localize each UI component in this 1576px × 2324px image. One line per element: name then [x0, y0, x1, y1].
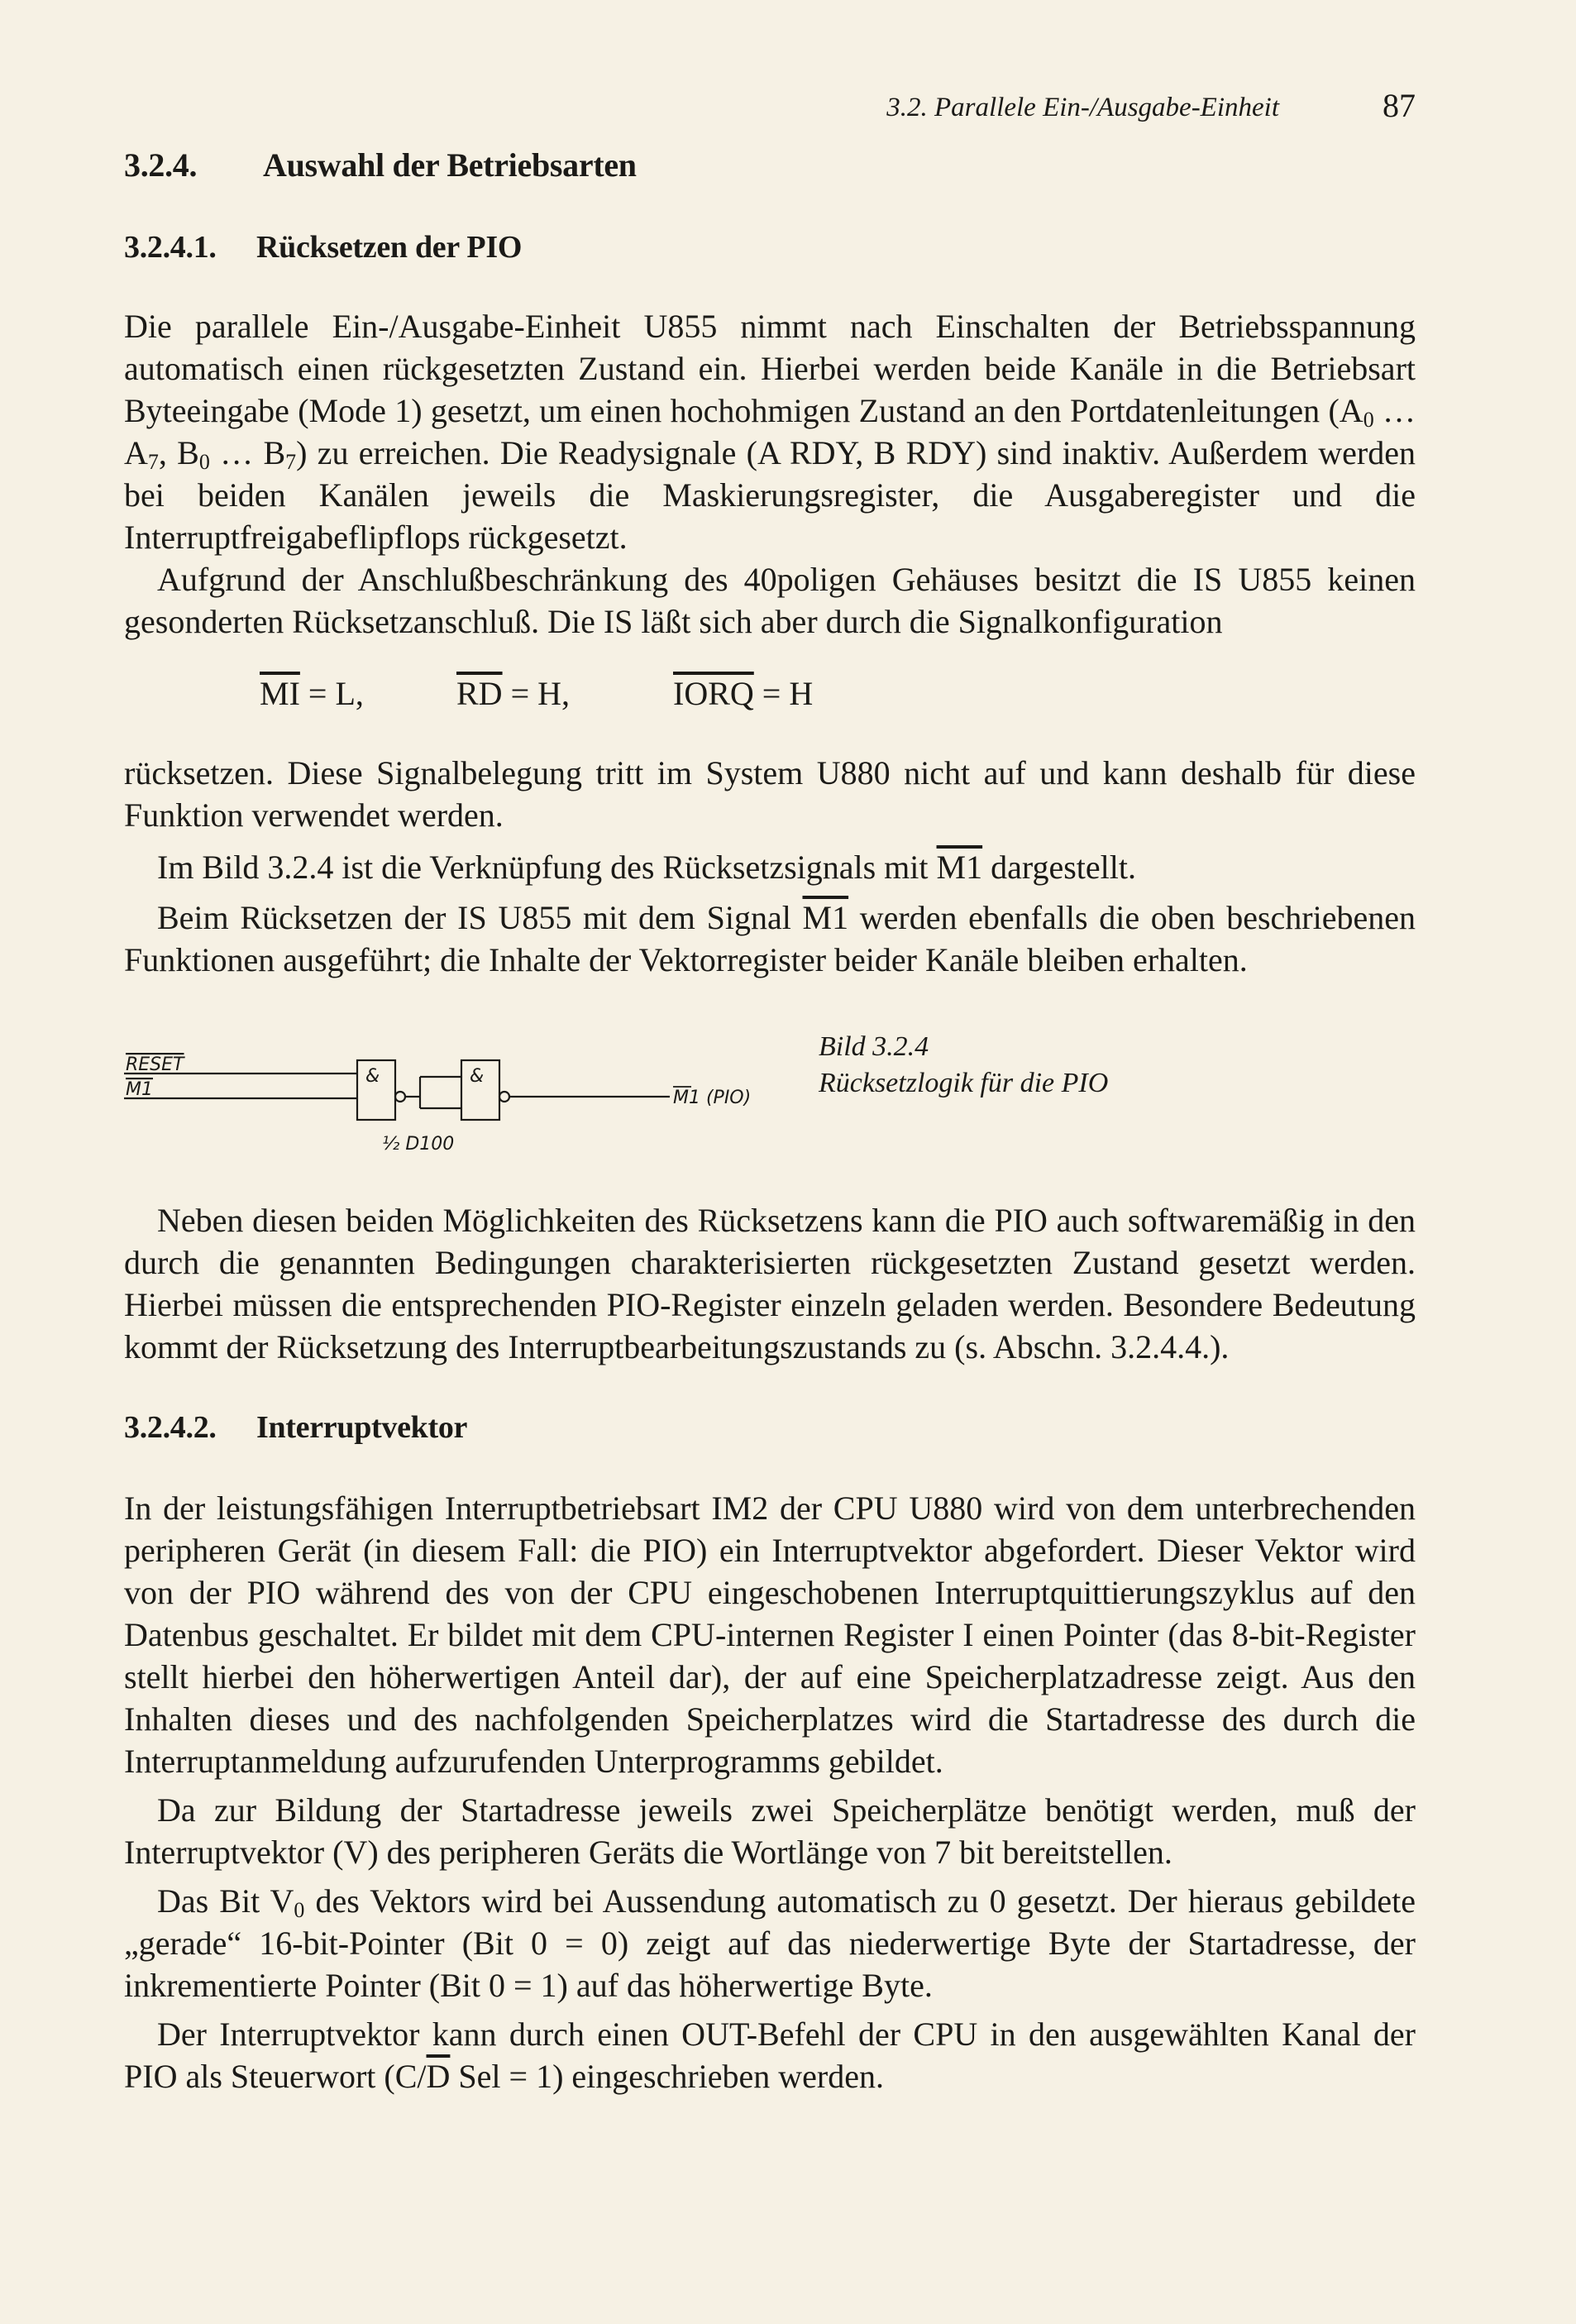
paragraph-reset-intro: Die parallele Ein-/Ausgabe-Einheit U855 nimmt nach Einschalten der Betriebsspannung automatisch einen rückgesetzten Zustand ein. Hierbei werden beide Kanäle in die Betriebsart Byteeingabe (Mode 1) gesetzt, um einen hochohmigen Zustand an den Portdatenleitungen ($A_0$ … $A_7$, $B_0$ … $B_7$) zu erreichen. Die Readysignale (A RDY, B RDY) sind inaktiv. Außerdem werden bei beiden Kanälen jeweils die Maskierungsregister, die Ausgaberegister und die Interruptfreigabeflipflops rückgesetzt. [124, 308, 1416, 556]
signal-formula: $\overline{MI} = L$, $\overline{RD} = H$, IORQ = H [260, 675, 814, 712]
page-content [124, 146, 1416, 2097]
paragraph-out-command: Der Interruptvektor kann durch einen OUT-Befehl der CPU in den ausgewählten Kanal der PIO als Steuerwort ($C/\overline{D}$ Sel = 1) eingeschrieben werden. [124, 2016, 1416, 2095]
inversion-bubble-2 [499, 1092, 509, 1102]
signal-d: $\overline{D}$ [426, 2058, 451, 2095]
signal-mi: $\overline{MI}$ [260, 675, 300, 712]
subsection-heading-reset [124, 229, 1416, 265]
reset-logic-diagram [124, 1017, 1416, 1156]
subsection-title: Rücksetzen der PIO [256, 230, 523, 265]
paragraph-m1-reset: Beim Rücksetzen der IS U855 mit dem Signal M1 werden ebenfalls die oben beschriebenen Funktionen ausgeführt; die Inhalte der Vektorregister beider Kanäle bleiben erhalten. [124, 899, 1416, 978]
paragraph-start-address: Da zur Bildung der Startadresse jeweils zwei Speicherplätze benötigt werden, muß der Interruptvektor (V) des peripheren Geräts die Wortlänge von 7 bit bereitstellen. [124, 1791, 1416, 1871]
input-reset-label: RESET [126, 1054, 184, 1075]
subsection-number: 3.2.4.1. [124, 230, 217, 265]
gate-2-symbol: & [470, 1066, 485, 1087]
running-head-title: 3.2. Parallele Ein-/Ausgabe-Einheit [886, 93, 1279, 122]
subsection-number: 3.2.4.2. [124, 1410, 217, 1445]
figure-reset-logic [124, 1017, 1416, 1156]
section-number: 3.2.4. [124, 146, 198, 184]
paragraph-interrupt-intro: In der leistungsfähigen Interruptbetriebsart IM2 der CPU U880 wird von dem unterbrechenden peripheren Gerät (in diesem Fall: die PIO) ein Interruptvektor abgefordert. Dieser Vektor wird von der PIO während des von der CPU eingeschobenen Interruptquittierungszyklus auf den Datenbus geschaltet. Er bildet mit dem CPU-internen Register I einen Pointer (das 8-bit-Register stellt hierbei den höherwertigen Anteil dar), der auf eine Speicherplatzadresse zeigt. Aus den Inhalten dieses und des nachfolgenden Speicherplatzes wird die Startadresse des durch die Interruptanmeldung aufzurufenden Unterprogramms gebildet. [124, 1490, 1416, 1780]
page-number: 87 [1383, 87, 1416, 124]
section-heading [124, 146, 1416, 184]
section-title: Auswahl der Betriebsarten [263, 146, 637, 184]
signal-rd: $\overline{RD}$ [456, 675, 503, 712]
inversion-bubble-1 [395, 1092, 405, 1102]
signal-iorq: IORQ [673, 675, 754, 712]
paragraph-bit-v0: Das Bit $V_0$ des Vektors wird bei Aussendung automatisch zu 0 gesetzt. Der hieraus gebildete „gerade“ 16-bit-Pointer (Bit 0 = 0) zeigt auf das niederwertige Byte der Startadresse, der inkrementierte Pointer (Bit 0 = 1) auf das höherwertige Byte. [124, 1882, 1416, 2004]
figure-number: Bild 3.2.4 [819, 1031, 929, 1062]
signal-m1: M1 [936, 849, 983, 886]
paragraph-pin-limitation: Aufgrund der Anschlußbeschränkung des 40poligen Gehäuses besitzt die IS U855 keinen gesonderten Rücksetzanschluß. Die IS läßt sich aber durch die Signalkonfiguration [124, 561, 1416, 640]
input-m1-label: M1 [126, 1079, 153, 1100]
paragraph-reset-usage: rücksetzen. Diese Signalbelegung tritt im System U880 nicht auf und kann deshalb für diese Funktion verwendet werden. [124, 754, 1416, 834]
figure-title: Rücksetzlogik für die PIO [819, 1068, 1109, 1098]
paragraph-figure-reference: Im Bild 3.2.4 ist die Verknüpfung des Rücksetzsignals mit M1 dargestellt. [157, 849, 1136, 886]
signal-m1: M1 [802, 899, 849, 936]
part-label: ½ D100 [382, 1134, 455, 1155]
subsection-heading-interrupt [124, 1409, 1416, 1446]
running-head [124, 86, 1416, 126]
figure-caption [819, 1029, 1108, 1102]
paragraph-software-reset: Neben diesen beiden Möglichkeiten des Rücksetzens kann die PIO auch softwaremäßig in den durch die genannten Bedingungen charakterisierten rückgesetzten Zustand gesetzt werden. Hierbei müssen die entsprechenden PIO-Register einzeln geladen werden. Besondere Bedeutung kommt der Rücksetzung des Interruptbearbeitungszustands zu (s. Abschn. 3.2.4.4.). [124, 1202, 1416, 1365]
output-m1-pio-label: M1 (PIO) [673, 1088, 752, 1108]
gate-1-symbol: & [365, 1066, 380, 1087]
subsection-title: Interruptvektor [256, 1410, 468, 1445]
